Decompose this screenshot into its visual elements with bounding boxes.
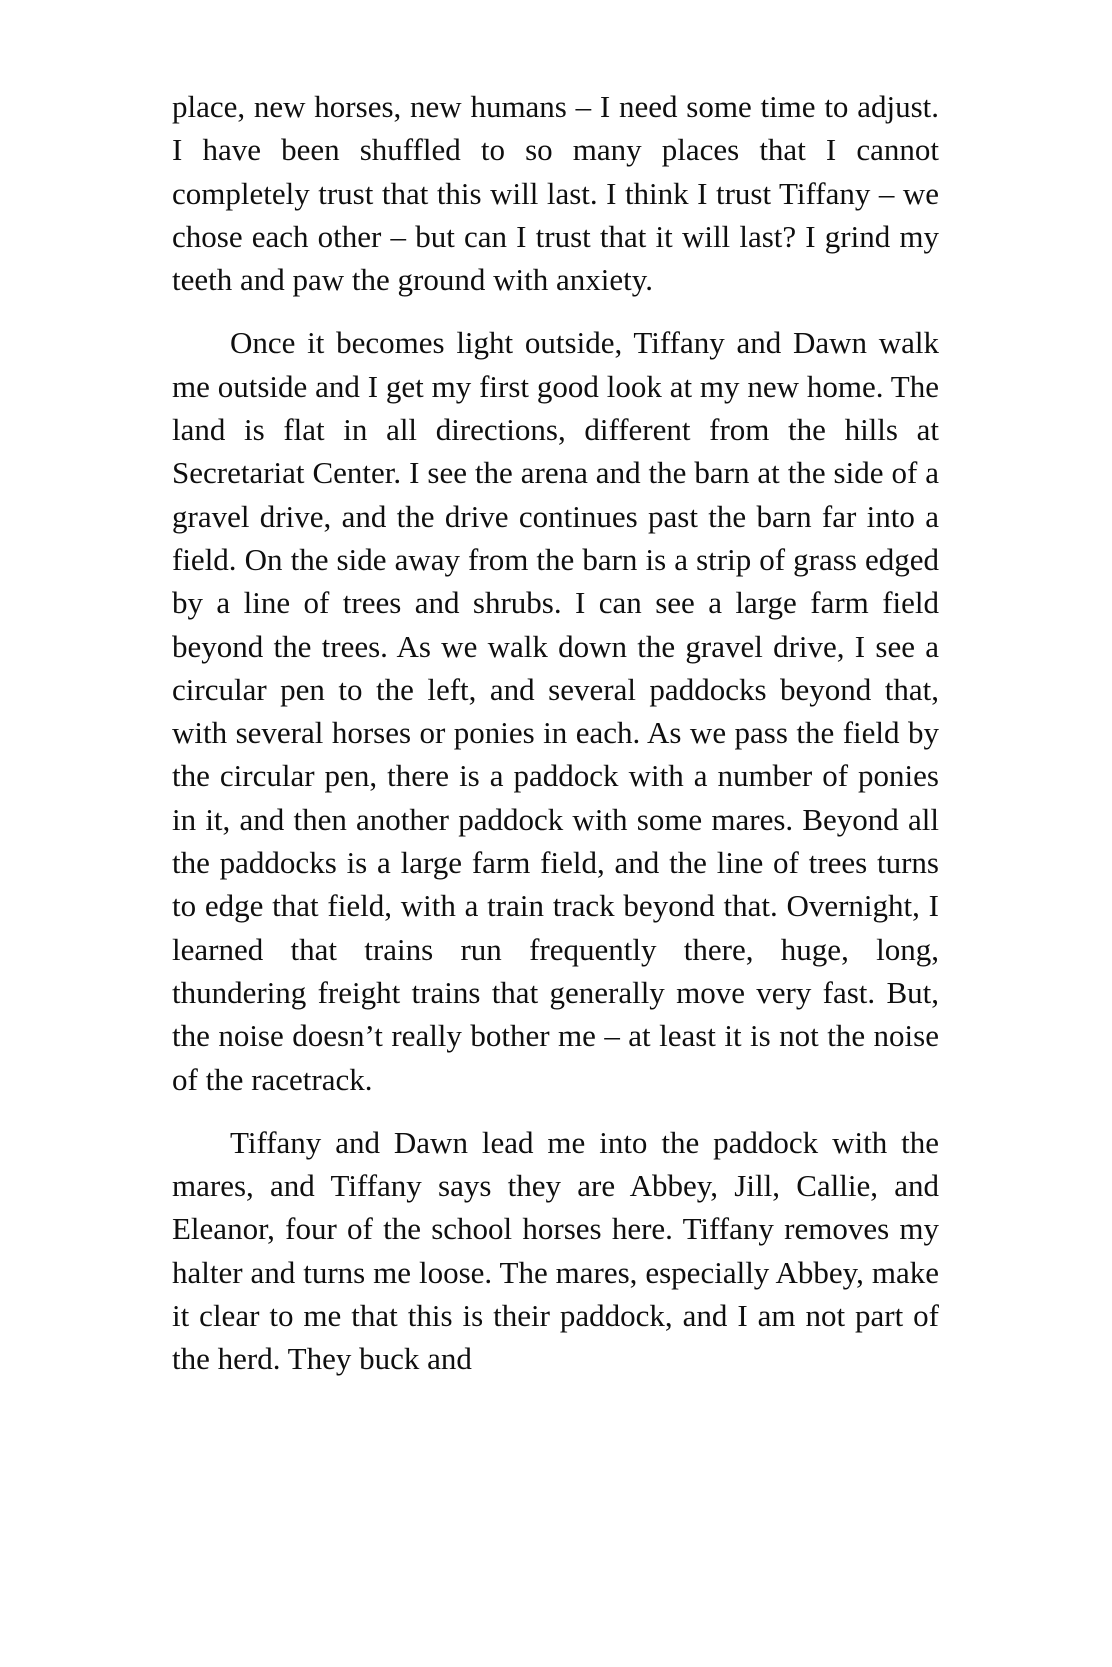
paragraph-2: Once it becomes light outside, Tiffany and Dawn walk me outside and I get my first good look at my new home. The land is flat in all directions, different from the hills at Secretariat Center. I see the arena and the barn at the side of a gravel drive, and the drive continues past the barn far into a field. On the side away from the barn is a strip of grass edged by a line of trees and shrubs. I can see a large farm field beyond the trees. As we walk down the gravel drive, I see a circular pen to the left, and several paddocks beyond that, with several horses or ponies in each. As we pass the field by the circular pen, there is a paddock with a number of ponies in it, and then another paddock with some mares. Beyond all the paddocks is a large farm field, and the line of trees turns to edge that field, with a train track beyond that. Overnight, I learned that trains run frequently there, huge, long, thundering freight trains that generally move very fast. But, the noise doesn’t really bother me – at least it is not the noise of the racetrack. (172, 325, 939, 1097)
paragraph-3: Tiffany and Dawn lead me into the paddock with the mares, and Tiffany says they are Abbey, Jill, Callie, and Eleanor, four of the school horses here. Tiffany removes my halter and turns me loose. The mares, especially Abbey, make it clear to me that this is their paddock, and I am not part of the herd. They buck and (172, 1124, 939, 1377)
paragraph-1: place, new horses, new humans – I need some time to adjust. I have been shuffled to so many places that I cannot completely trust that this will last. I think I trust Tiffany – we chose each other – but can I trust that it will last? I grind my teeth and paw the ground with anxiety. (172, 89, 939, 298)
body-text (172, 85, 939, 1381)
